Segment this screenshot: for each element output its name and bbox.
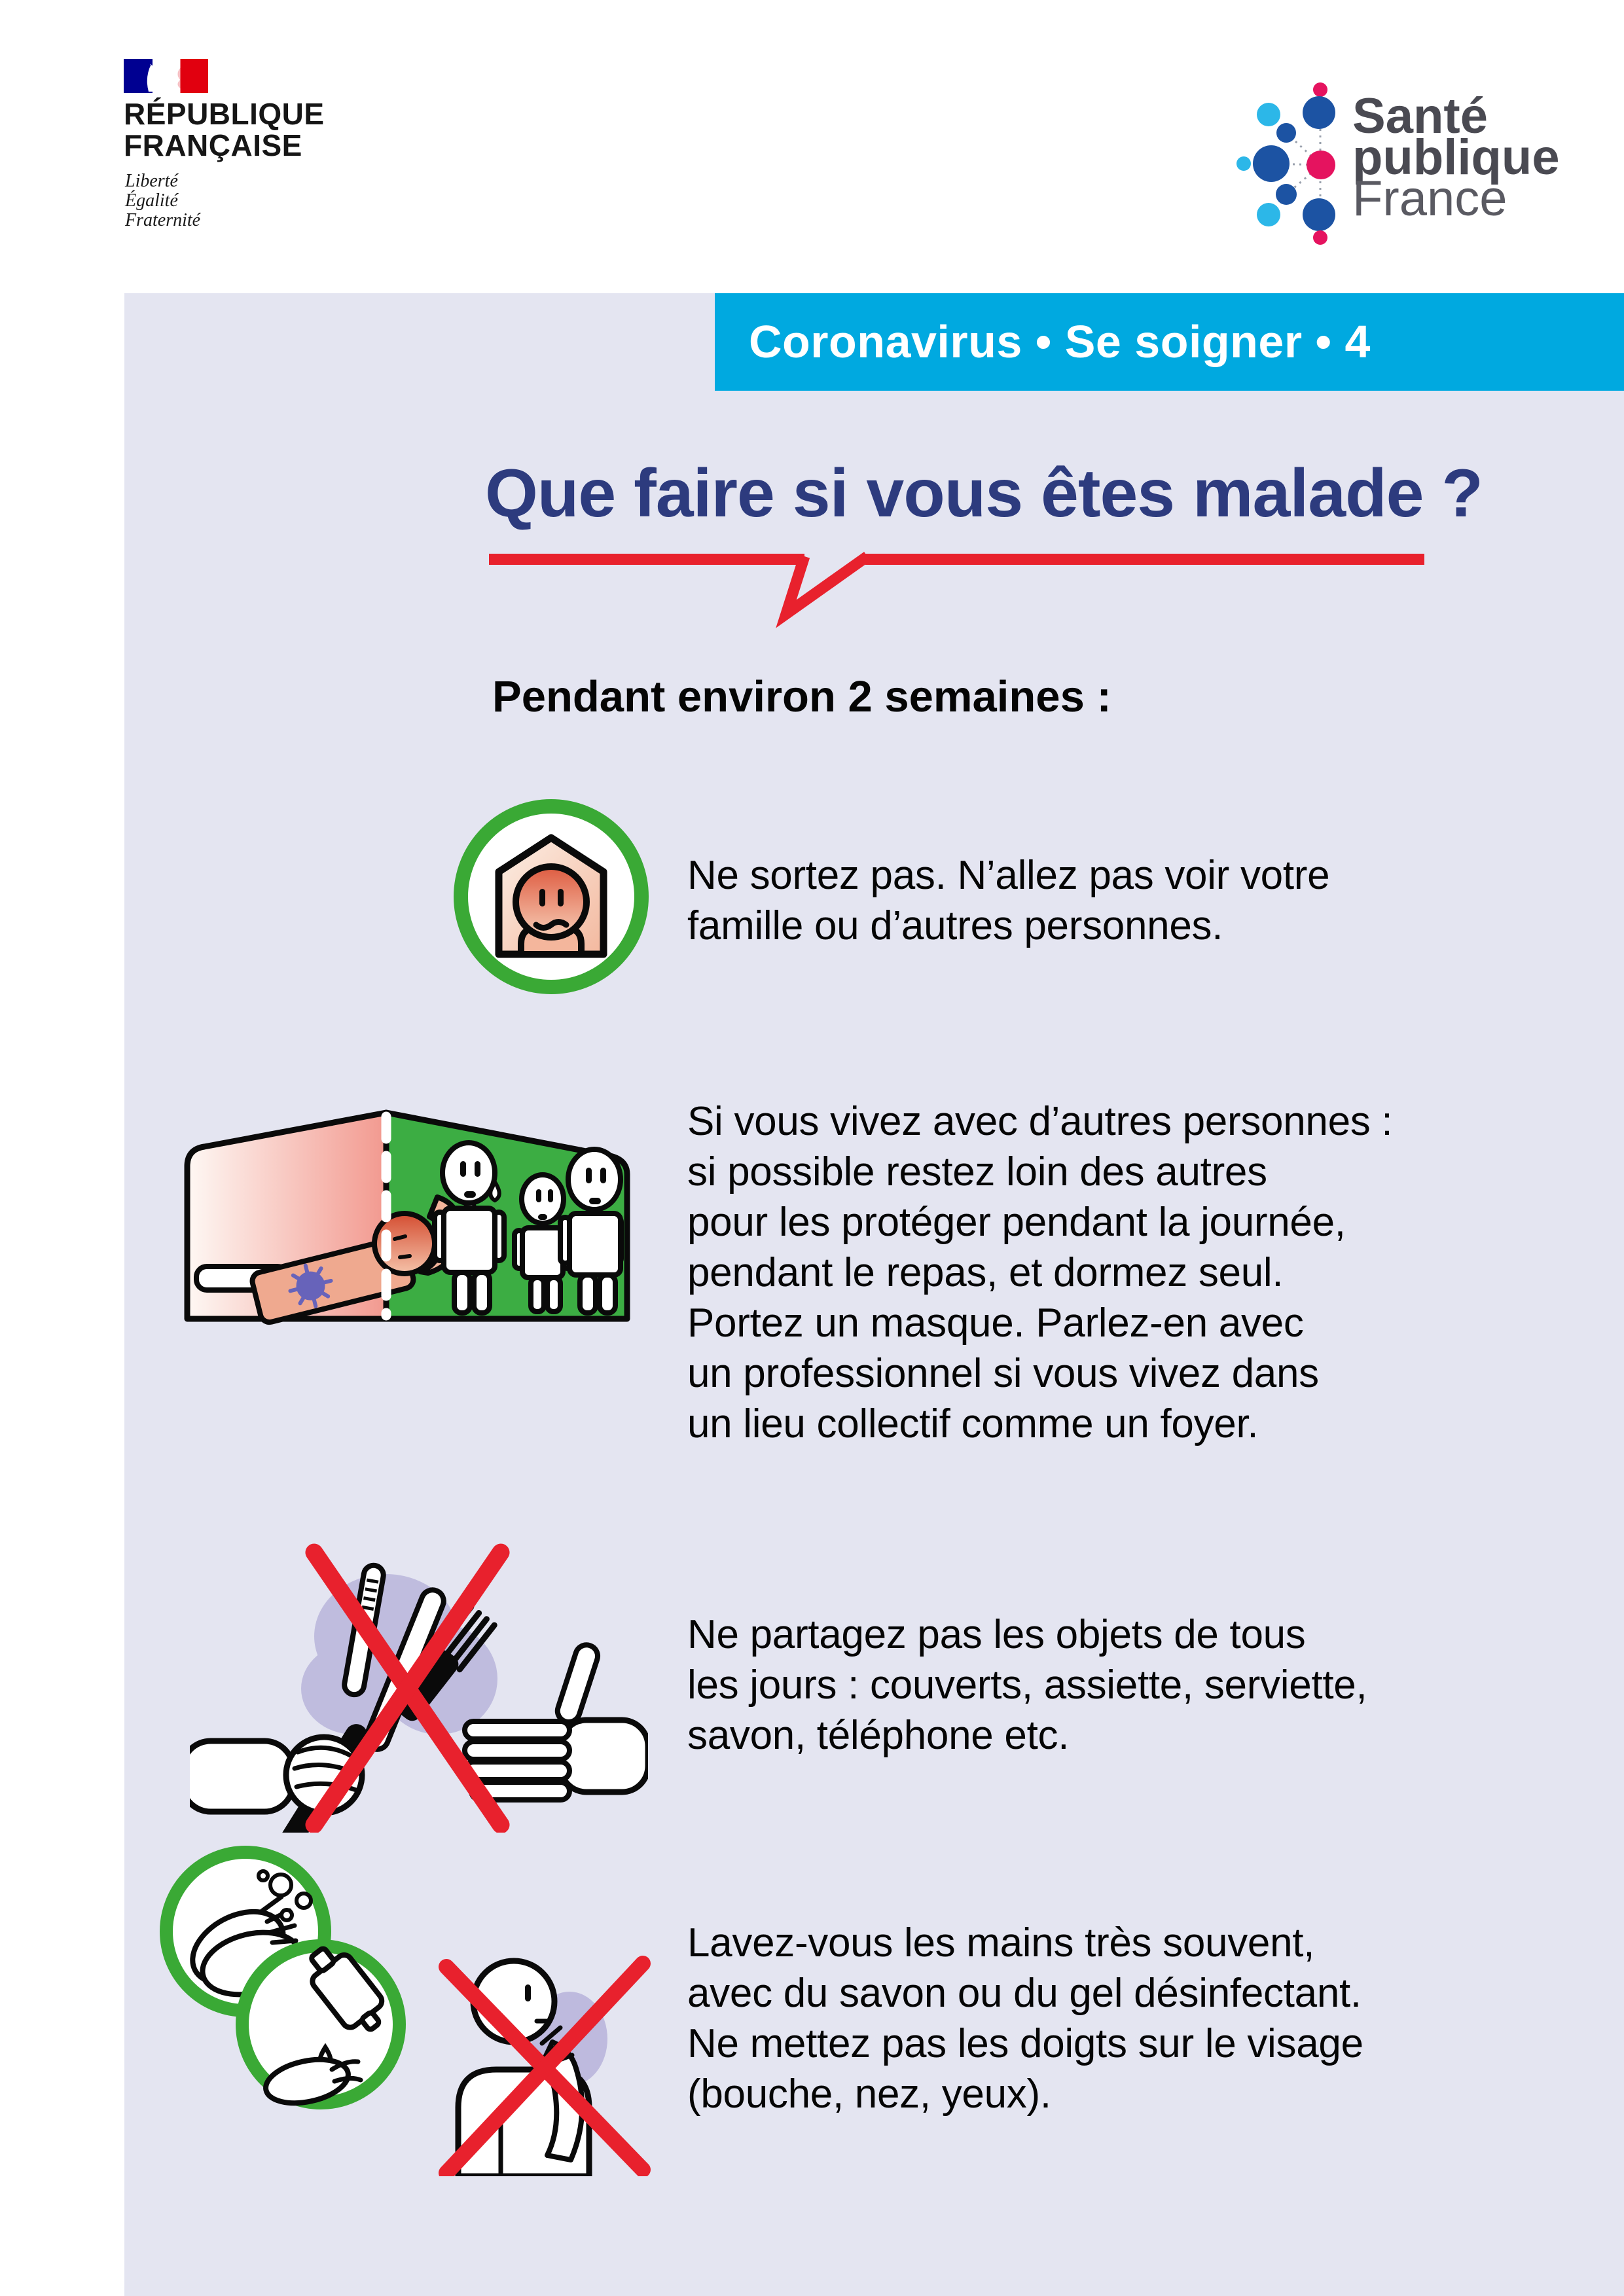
row-isolate-text [687,1096,1578,1449]
republic-line1: RÉPUBLIQUE [124,97,325,131]
text-line: (bouche, nez, yeux). [687,2072,1051,2117]
text-line: famille ou d’autres personnes. [687,903,1223,948]
no-sharing-objects-icon [190,1525,648,1833]
spf-word-sante: Santé [1352,88,1488,144]
republic-wordmark [124,98,325,161]
topic-banner-label: Coronavirus • Se soigner • 4 [749,316,1371,367]
spf-wordmark [1352,88,1560,226]
text-line: un professionnel si vous vivez dans [687,1351,1319,1396]
page-title: Que faire si vous êtes malade ? [485,456,1483,531]
text-line: un lieu collectif comme un foyer. [687,1401,1259,1446]
isolate-from-household-icon [174,1106,640,1325]
text-line: Portez un masque. Parlez-en avec [687,1300,1304,1346]
topic-banner [715,293,1624,391]
text-line: les jours : couverts, assiette, serviette, [687,1662,1367,1708]
sante-publique-france-network-icon [1228,73,1352,250]
text-line: Ne sortez pas. N’allez pas voir votre [687,853,1330,898]
text-line: Ne mettez pas les doigts sur le visage [687,2021,1363,2066]
spf-word-france: France [1352,171,1507,226]
section-subtitle: Pendant environ 2 semaines : [492,672,1111,721]
stay-home-person-icon [453,798,649,995]
spf-word-publique: publique [1352,130,1560,185]
text-line: Ne partagez pas les objets de tous [687,1612,1306,1657]
row-stay-home-text [687,850,1578,951]
french-flag-icon [124,59,208,93]
no-face-touching-icon [432,1944,661,2176]
republic-line2: FRANÇAISE [124,128,302,162]
motto [125,171,200,230]
motto-liberte: Liberté [125,171,178,191]
text-line: pendant le repas, et dormez seul. [687,1250,1284,1295]
text-line: savon, téléphone etc. [687,1713,1070,1758]
row-no-sharing-text [687,1609,1578,1761]
text-line: avec du savon ou du gel désinfectant. [687,1971,1362,2016]
hand-gel-icon [228,1932,413,2117]
text-line: si possible restez loin des autres [687,1149,1267,1194]
marianne-icon [124,59,208,93]
text-line: Si vous vivez avec d’autres personnes : [687,1099,1393,1144]
motto-egalite: Égalité [125,190,178,211]
text-line: Lavez-vous les mains très souvent, [687,1920,1315,1965]
row-wash-hands-text [687,1918,1578,2119]
motto-fraternite: Fraternité [125,210,201,230]
text-line: pour les protéger pendant la journée, [687,1200,1346,1245]
speech-bubble-underline [484,548,1434,634]
